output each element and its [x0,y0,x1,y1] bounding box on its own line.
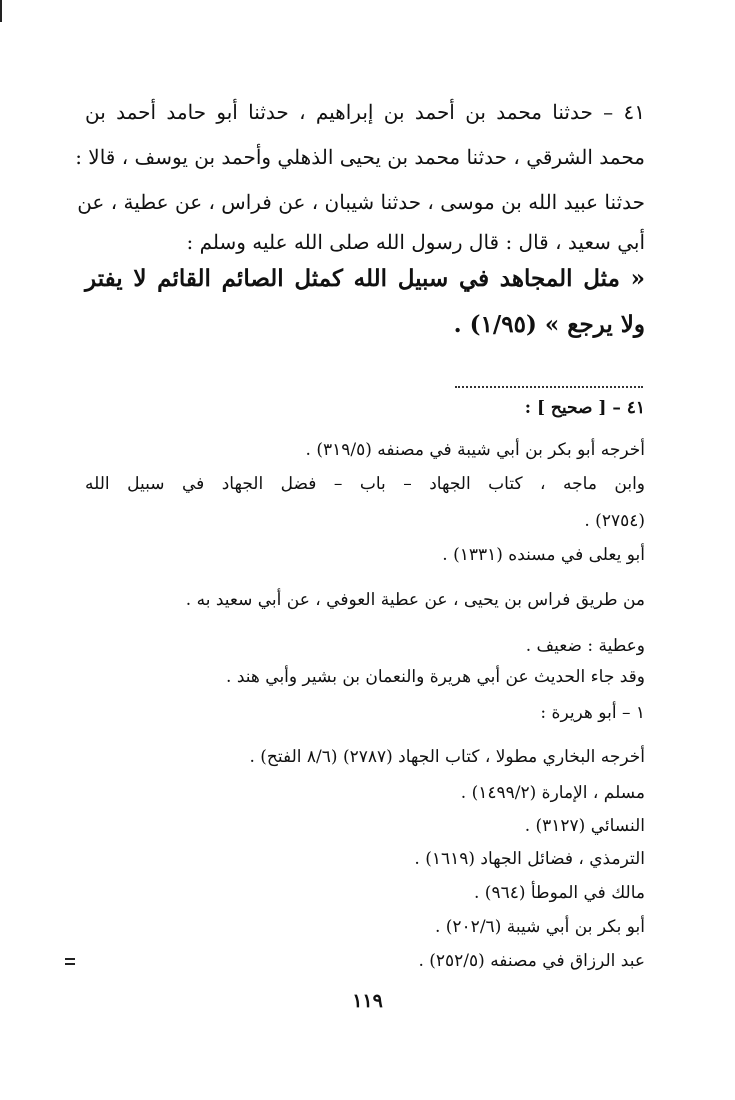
footnote-line-7: وقد جاء الحديث عن أبي هريرة والنعمان بن بشير وأبي هند . [226,667,645,687]
main-text-line-4: أبي سعيد ، قال : قال رسول الله صلى الله عليه وسلم : [186,230,645,254]
main-text-line-3: حدثنا عبيد الله بن موسى ، حدثنا شيبان ، عن فراس ، عن عطية ، عن [77,190,645,214]
scan-edge-mark [0,0,2,22]
footnote-line-9: أخرجه البخاري مطولا ، كتاب الجهاد (٢٧٨٧) (٨/٦ الفتح) . [249,747,645,767]
main-text-line-1: ٤١ – حدثنا محمد بن أحمد بن إبراهيم ، حدثنا أبو حامد أحمد بن [85,100,645,124]
footnote-line-2: وابن ماجه ، كتاب الجهاد – باب – فضل الجهاد في سبيل الله [85,474,645,494]
footnote-line-3: (٢٧٥٤) . [584,511,645,531]
footnote-line-15: عبد الرزاق في مصنفه (٢٥٢/٥) . [418,951,645,971]
footnote-line-5: من طريق فراس بن يحيى ، عن عطية العوفي ، عن أبي سعيد به . [185,590,645,610]
footnote-heading: ٤١ – [ صحيح ] : [524,398,645,418]
footnote-line-13: مالك في الموطأ (٩٦٤) . [473,883,645,903]
footnote-line-11: النسائي (٣١٢٧) . [524,816,645,836]
footnote-line-12: الترمذي ، فضائل الجهاد (١٦١٩) . [414,849,645,869]
footnote-separator [455,386,643,388]
footnote-line-10: مسلم ، الإمارة (١٤٩٩/٢) . [460,783,645,803]
scan-edge-mark-lower [65,958,75,960]
hadith-text-line-2: ولا يرجع » (١/٩٥) . [453,311,645,338]
footnote-line-14: أبو بكر بن أبي شيبة (٢٠٢/٦) . [434,917,645,937]
scan-edge-mark-lower-2 [65,963,75,965]
footnote-line-4: أبو يعلى في مسنده (١٣٣١) . [442,545,645,565]
main-text-line-2: محمد الشرقي ، حدثنا محمد بن يحيى الذهلي وأحمد بن يوسف ، قالا : [75,145,645,169]
footnote-line-8: ١ – أبو هريرة : [540,703,645,723]
hadith-text-line-1: « مثل المجاهد في سبيل الله كمثل الصائم القائم لا يفتر [85,265,645,292]
footnote-line-1: أخرجه أبو بكر بن أبي شيبة في مصنفه (٣١٩/٥) . [305,440,645,460]
page-number: ١١٩ [352,990,383,1012]
footnote-line-6: وعطية : ضعيف . [525,636,645,656]
